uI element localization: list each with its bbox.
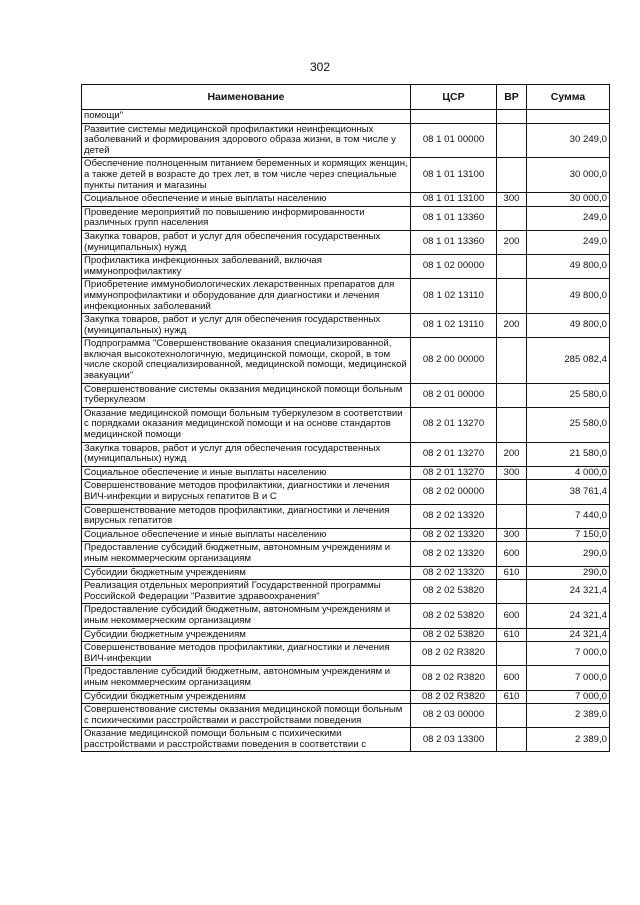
row-csr-cell: 08 2 01 13270 xyxy=(411,442,497,466)
row-name-cell: Закупка товаров, работ и услуг для обеспечения государственных (муниципальных) нужд xyxy=(82,230,411,254)
row-name-cell: Субсидии бюджетным учреждениям xyxy=(82,690,411,704)
row-vr-cell xyxy=(497,504,527,528)
header-name: Наименование xyxy=(82,85,411,110)
row-name-cell: Совершенствование методов профилактики, диагностики и лечения вирусных гепатитов xyxy=(82,504,411,528)
row-vr-cell: 610 xyxy=(497,566,527,580)
row-name-cell: Предоставление субсидий бюджетным, автономным учреждениям и иным некоммерческим организациям xyxy=(82,666,411,690)
row-name-cell: Оказание медицинской помощи больным с психическими расстройствами и расстройствами поведения в соответствии с xyxy=(82,728,411,752)
row-csr-cell: 08 1 01 13360 xyxy=(411,230,497,254)
row-vr-cell: 600 xyxy=(497,542,527,566)
page-number: 302 xyxy=(309,60,331,74)
header-csr: ЦСР xyxy=(411,85,497,110)
row-vr-cell: 300 xyxy=(497,193,527,207)
row-csr-cell: 08 2 03 13300 xyxy=(411,728,497,752)
header-sum: Сумма xyxy=(527,85,610,110)
table-row xyxy=(82,383,610,407)
row-vr-cell xyxy=(497,704,527,728)
row-vr-cell xyxy=(497,206,527,230)
row-sum-cell: 2 389,0 xyxy=(527,728,610,752)
row-vr-cell xyxy=(497,338,527,383)
row-vr-cell xyxy=(497,480,527,504)
row-name-cell: Совершенствование системы оказания медицинской помощи больным с психическими расстройствами и расстройствами поведения xyxy=(82,704,411,728)
header-vr: ВР xyxy=(497,85,527,110)
table-row xyxy=(82,158,610,193)
row-sum-cell: 7 150,0 xyxy=(527,528,610,542)
row-vr-cell xyxy=(497,110,527,124)
table-row xyxy=(82,110,610,124)
row-vr-cell: 300 xyxy=(497,466,527,480)
row-sum-cell: 290,0 xyxy=(527,566,610,580)
row-name-cell: Подпрограмма "Совершенствование оказания специализированной, включая высокотехнологичную, медицинской помощи, скорой, в том числе скорой специализированной, медицинской помощи, медицинской эвакуации" xyxy=(82,338,411,383)
row-vr-cell xyxy=(497,383,527,407)
row-vr-cell: 600 xyxy=(497,666,527,690)
row-sum-cell: 24 321,4 xyxy=(527,580,610,604)
row-sum-cell: 7 000,0 xyxy=(527,690,610,704)
table-row xyxy=(82,279,610,314)
row-csr-cell: 08 1 02 00000 xyxy=(411,255,497,279)
table-row xyxy=(82,314,610,338)
row-sum-cell: 25 580,0 xyxy=(527,383,610,407)
table-row xyxy=(82,690,610,704)
row-sum-cell: 49 800,0 xyxy=(527,279,610,314)
row-csr-cell xyxy=(411,110,497,124)
table-row xyxy=(82,704,610,728)
row-sum-cell: 38 761,4 xyxy=(527,480,610,504)
row-name-cell: помощи" xyxy=(82,110,411,124)
table-body xyxy=(82,110,610,752)
row-name-cell: Совершенствование методов профилактики, диагностики и лечения ВИЧ-инфекции xyxy=(82,642,411,666)
row-vr-cell: 610 xyxy=(497,690,527,704)
table-row xyxy=(82,580,610,604)
row-csr-cell: 08 1 01 13100 xyxy=(411,193,497,207)
table-row xyxy=(82,642,610,666)
row-name-cell: Закупка товаров, работ и услуг для обеспечения государственных (муниципальных) нужд xyxy=(82,442,411,466)
row-vr-cell: 200 xyxy=(497,314,527,338)
table-row xyxy=(82,542,610,566)
row-name-cell: Совершенствование методов профилактики, диагностики и лечения ВИЧ-инфекции и вирусных гепатитов В и С xyxy=(82,480,411,504)
table-row xyxy=(82,255,610,279)
row-csr-cell: 08 2 03 00000 xyxy=(411,704,497,728)
row-sum-cell: 25 580,0 xyxy=(527,407,610,442)
row-csr-cell: 08 2 02 53820 xyxy=(411,580,497,604)
row-csr-cell: 08 1 01 13100 xyxy=(411,158,497,193)
row-name-cell: Субсидии бюджетным учреждениям xyxy=(82,566,411,580)
row-csr-cell: 08 2 00 00000 xyxy=(411,338,497,383)
row-vr-cell: 610 xyxy=(497,628,527,642)
row-sum-cell: 24 321,4 xyxy=(527,628,610,642)
row-sum-cell: 7 000,0 xyxy=(527,666,610,690)
row-csr-cell: 08 1 02 13110 xyxy=(411,314,497,338)
table-header-row xyxy=(82,85,610,110)
row-vr-cell xyxy=(497,407,527,442)
row-vr-cell: 200 xyxy=(497,442,527,466)
row-sum-cell: 285 082,4 xyxy=(527,338,610,383)
row-vr-cell xyxy=(497,123,527,158)
row-csr-cell: 08 2 01 00000 xyxy=(411,383,497,407)
row-vr-cell: 300 xyxy=(497,528,527,542)
table-row xyxy=(82,407,610,442)
row-name-cell: Социальное обеспечение и иные выплаты населению xyxy=(82,193,411,207)
table-row xyxy=(82,206,610,230)
row-sum-cell: 30 000,0 xyxy=(527,193,610,207)
row-sum-cell: 4 000,0 xyxy=(527,466,610,480)
table-row xyxy=(82,480,610,504)
row-csr-cell: 08 1 01 13360 xyxy=(411,206,497,230)
table-row xyxy=(82,230,610,254)
row-sum-cell: 24 321,4 xyxy=(527,604,610,628)
row-vr-cell: 200 xyxy=(497,230,527,254)
row-sum-cell: 249,0 xyxy=(527,230,610,254)
row-vr-cell xyxy=(497,158,527,193)
row-csr-cell: 08 2 02 R3820 xyxy=(411,666,497,690)
row-name-cell: Профилактика инфекционных заболеваний, включая иммунопрофилактику xyxy=(82,255,411,279)
row-csr-cell: 08 2 02 53820 xyxy=(411,604,497,628)
row-csr-cell: 08 2 02 R3820 xyxy=(411,642,497,666)
row-name-cell: Предоставление субсидий бюджетным, автономным учреждениям и иным некоммерческим организациям xyxy=(82,542,411,566)
row-name-cell: Оказание медицинской помощи больным туберкулезом в соответствии с порядками оказания медицинской помощи и на основе стандартов медицинской помощи xyxy=(82,407,411,442)
row-sum-cell: 49 800,0 xyxy=(527,255,610,279)
row-name-cell: Предоставление субсидий бюджетным, автономным учреждениям и иным некоммерческим организациям xyxy=(82,604,411,628)
table-row xyxy=(82,466,610,480)
table-row xyxy=(82,123,610,158)
row-csr-cell: 08 2 01 13270 xyxy=(411,466,497,480)
row-name-cell: Субсидии бюджетным учреждениям xyxy=(82,628,411,642)
row-csr-cell: 08 2 02 13320 xyxy=(411,504,497,528)
table-row xyxy=(82,442,610,466)
table-row xyxy=(82,604,610,628)
row-csr-cell: 08 2 02 13320 xyxy=(411,566,497,580)
row-sum-cell: 249,0 xyxy=(527,206,610,230)
row-sum-cell xyxy=(527,110,610,124)
table-row xyxy=(82,666,610,690)
row-csr-cell: 08 2 02 R3820 xyxy=(411,690,497,704)
budget-table xyxy=(81,84,610,752)
row-sum-cell: 30 249,0 xyxy=(527,123,610,158)
row-vr-cell xyxy=(497,255,527,279)
table-row xyxy=(82,338,610,383)
row-sum-cell: 21 580,0 xyxy=(527,442,610,466)
table-row xyxy=(82,528,610,542)
table-row xyxy=(82,628,610,642)
row-name-cell: Развитие системы медицинской профилактики неинфекционных заболеваний и формирования здорового образа жизни, в том числе у детей xyxy=(82,123,411,158)
row-vr-cell xyxy=(497,580,527,604)
row-csr-cell: 08 2 02 13320 xyxy=(411,528,497,542)
row-sum-cell: 7 000,0 xyxy=(527,642,610,666)
row-csr-cell: 08 2 01 13270 xyxy=(411,407,497,442)
row-csr-cell: 08 2 02 53820 xyxy=(411,628,497,642)
row-csr-cell: 08 1 01 00000 xyxy=(411,123,497,158)
row-sum-cell: 49 800,0 xyxy=(527,314,610,338)
row-csr-cell: 08 1 02 13110 xyxy=(411,279,497,314)
row-csr-cell: 08 2 02 00000 xyxy=(411,480,497,504)
row-name-cell: Совершенствование системы оказания медицинской помощи больным туберкулезом xyxy=(82,383,411,407)
table-row xyxy=(82,728,610,752)
row-vr-cell: 600 xyxy=(497,604,527,628)
row-vr-cell xyxy=(497,642,527,666)
table-row xyxy=(82,193,610,207)
row-name-cell: Приобретение иммунобиологических лекарственных препаратов для иммунопрофилактики и оборудование для диагностики и лечения инфекционных заболеваний xyxy=(82,279,411,314)
row-name-cell: Реализация отдельных мероприятий Государственной программы Российской Федерации "Развитие здравоохранения" xyxy=(82,580,411,604)
row-sum-cell: 30 000,0 xyxy=(527,158,610,193)
table-row xyxy=(82,566,610,580)
row-name-cell: Социальное обеспечение и иные выплаты населению xyxy=(82,466,411,480)
row-vr-cell xyxy=(497,279,527,314)
row-name-cell: Закупка товаров, работ и услуг для обеспечения государственных (муниципальных) нужд xyxy=(82,314,411,338)
row-vr-cell xyxy=(497,728,527,752)
row-sum-cell: 7 440,0 xyxy=(527,504,610,528)
row-name-cell: Проведение мероприятий по повышению информированности различных групп населения xyxy=(82,206,411,230)
table-row xyxy=(82,504,610,528)
row-sum-cell: 290,0 xyxy=(527,542,610,566)
row-sum-cell: 2 389,0 xyxy=(527,704,610,728)
row-name-cell: Социальное обеспечение и иные выплаты населению xyxy=(82,528,411,542)
row-csr-cell: 08 2 02 13320 xyxy=(411,542,497,566)
row-name-cell: Обеспечение полноценным питанием беременных и кормящих женщин, а также детей в возрасте до трех лет, в том числе через специальные пункты питания и магазины xyxy=(82,158,411,193)
